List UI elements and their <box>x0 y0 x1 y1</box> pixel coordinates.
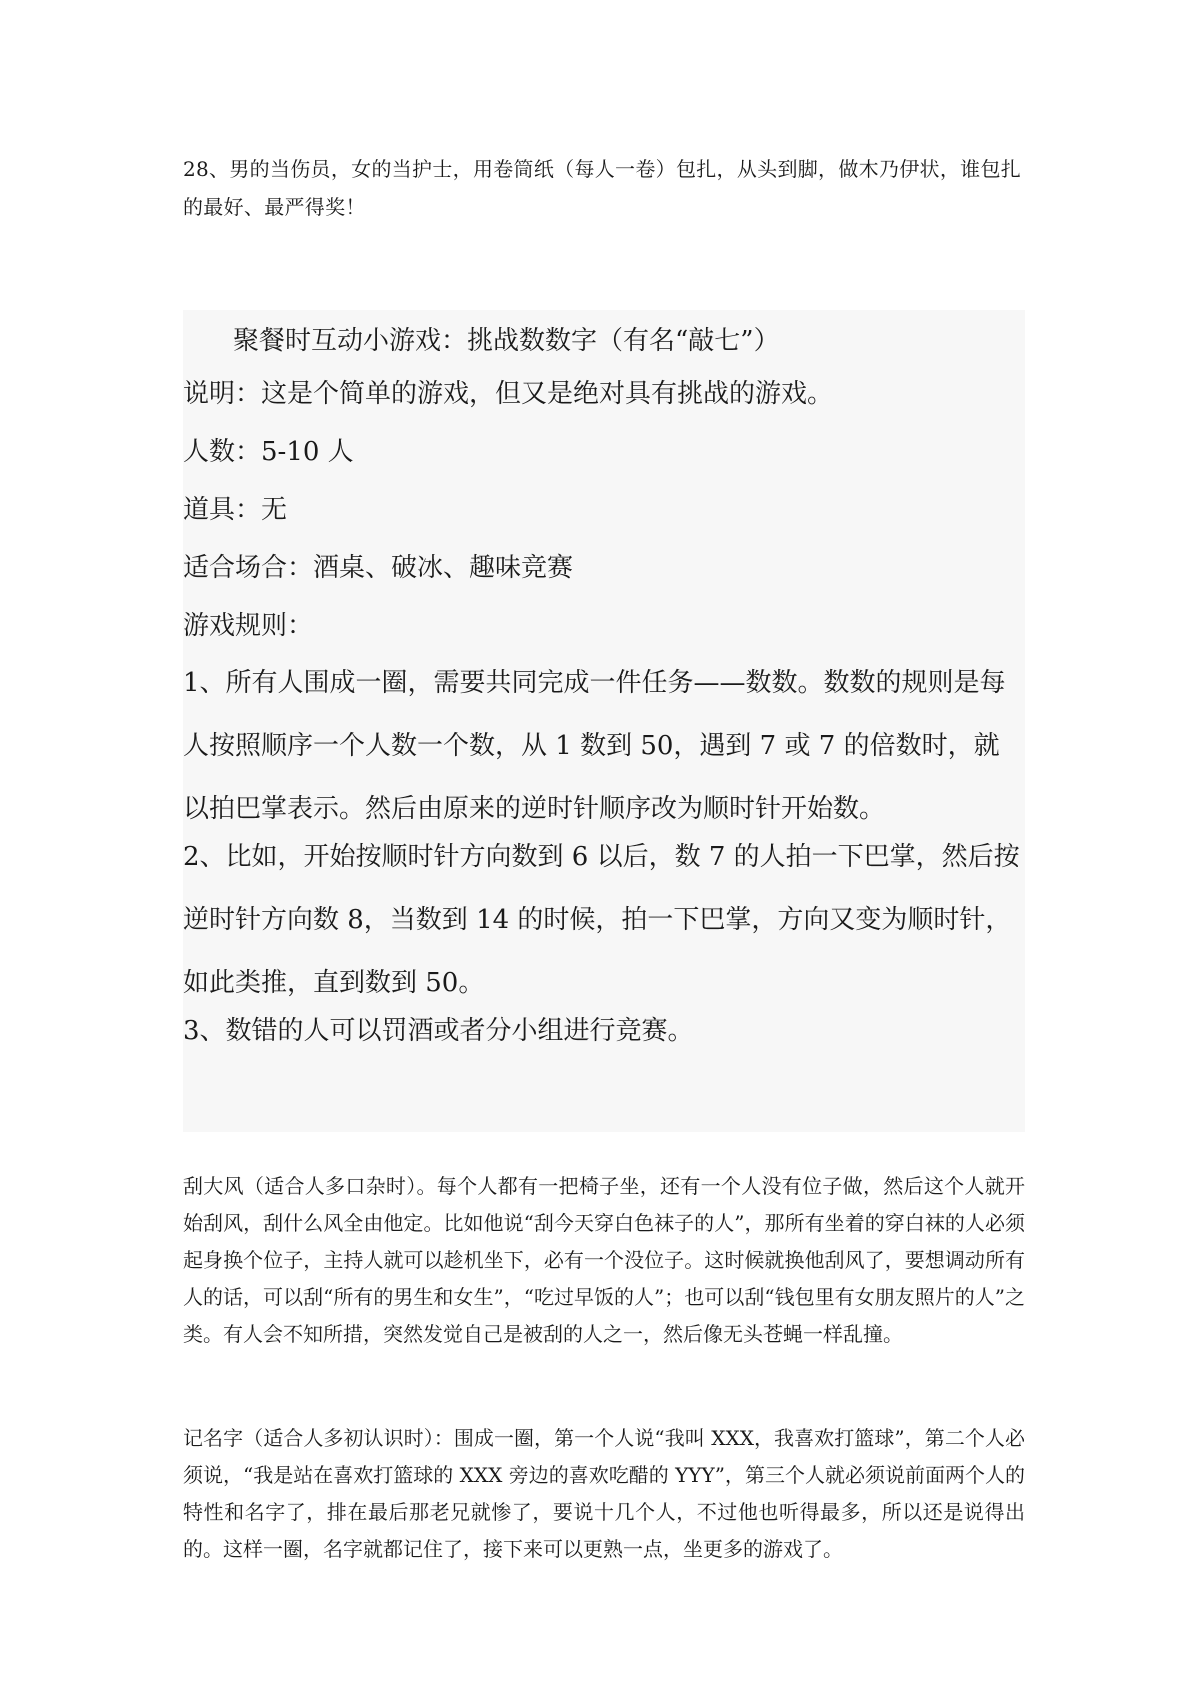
game-title: 聚餐时互动小游戏：挑战数数字（有名“敲七”） <box>233 326 780 356</box>
game-props: 道具：无 <box>183 495 288 525</box>
game-rule-1: 1、所有人围成一圈，需要共同完成一件任务——数数。数数的规则是每人按照顺序一个人数一个数，从 1 数到 50，遇到 7 或 7 的倍数时，就以拍巴掌表示。然后由原来的逆时针顺序改为顺时针开始数。 <box>183 668 1006 824</box>
game-occasions: 适合场合：酒桌、破冰、趣味竞赛 <box>183 553 574 583</box>
game-rule-3: 3、数错的人可以罚酒或者分小组进行竞赛。 <box>183 1016 694 1046</box>
game-rule-2: 2、比如，开始按顺时针方向数到 6 以后，数 7 的人拍一下巴掌，然后按逆时针方向数 8，当数到 14 的时候，拍一下巴掌，方向又变为顺时针，如此类推，直到数到 50。 <box>183 842 1020 998</box>
game-description: 说明：这是个简单的游戏，但又是绝对具有挑战的游戏。 <box>183 379 834 409</box>
item-28-paragraph: 28、男的当伤员，女的当护士，用卷筒纸（每人一卷）包扎，从头到脚，做木乃伊状，谁包扎的最好、最严得奖！ <box>183 157 1022 219</box>
game-rules-heading: 游戏规则： <box>183 611 314 641</box>
game-players: 人数：5-10 人 <box>183 437 354 467</box>
ji-ming-zi-paragraph: 记名字（适合人多初认识时）：围成一圈，第一个人说“我叫 XXX，我喜欢打篮球”，第二个人必须说，“我是站在喜欢打篮球的 XXX 旁边的喜欢吃醋的 YYY”，第三个人就必须说前面两个人的特性和名字了，排在最后那老兄就惨了，要说十几个人，不过他也听得最多，所以还是说得出的。这样一圈，名字就都记住了，接下来可以更熟一点，坐更多的游戏了。 <box>183 1426 1025 1561</box>
game-box <box>183 310 1025 1132</box>
gua-da-feng-paragraph: 刮大风（适合人多口杂时）。每个人都有一把椅子坐，还有一个人没有位子做，然后这个人就开始刮风，刮什么风全由他定。比如他说“刮今天穿白色袜子的人”，那所有坐着的穿白袜的人必须起身换个位子，主持人就可以趁机坐下，必有一个没位子。这时候就换他刮风了，要想调动所有人的话，可以刮“所有的男生和女生”，“吃过早饭的人”；也可以刮“钱包里有女朋友照片的人”之类。有人会不知所措，突然发觉自己是被刮的人之一，然后像无头苍蝇一样乱撞。 <box>183 1174 1025 1346</box>
